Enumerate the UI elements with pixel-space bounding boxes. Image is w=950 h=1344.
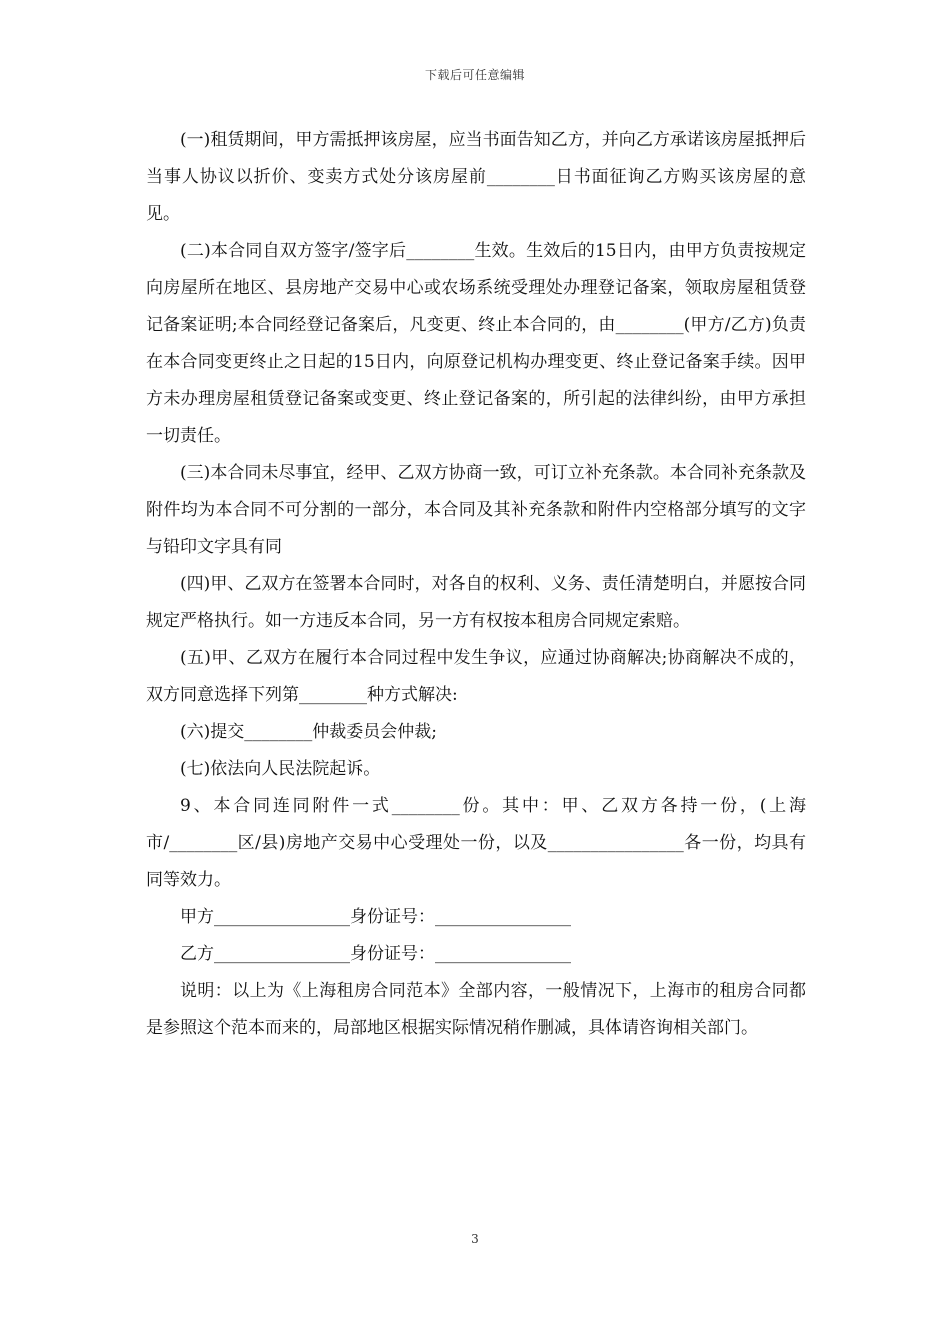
clause-5-paragraph: (五)甲、乙双方在履行本合同过程中发生争议，应通过协商解决;协商解决不成的，双方同意选择下列第________种方式解决: [146,648,806,705]
party-a-signature-line: 甲方________________身份证号：________________ [180,907,571,927]
clause-2-paragraph: (二)本合同自双方签字/签字后________生效。生效后的15日内，由甲方负责按规定向房屋所在地区、县房地产交易中心或农场系统受理处办理登记备案，领取房屋租赁登记备案证明;本合同经登记备案后，凡变更、终止本合同的，由________(甲方/乙方)负责在本合同变更终止之日起的15日内，向原登记机构办理变更、终止登记备案手续。因甲方未办理房屋租赁登记备案或变更、终止登记备案的，所引起的法律纠纷，由甲方承担一切责任。 [146,241,806,446]
clause-1-paragraph: (一)租赁期间，甲方需抵押该房屋，应当书面告知乙方，并向乙方承诺该房屋抵押后当事人协议以折价、变卖方式处分该房屋前________日书面征询乙方购买该房屋的意见。 [146,130,806,224]
page-number: 3 [471,1232,479,1246]
explanation-note: 说明：以上为《上海租房合同范本》全部内容，一般情况下，上海市的租房合同都是参照这个范本而来的，局部地区根据实际情况稍作删减，具体请咨询相关部门。 [146,981,806,1038]
clause-3-paragraph: (三)本合同未尽事宜，经甲、乙双方协商一致，可订立补充条款。本合同补充条款及附件均为本合同不可分割的一部分，本合同及其补充条款和附件内空格部分填写的文字与铅印文字具有同 [146,463,806,557]
clause-4-paragraph: (四)甲、乙双方在签署本合同时，对各自的权利、义务、责任清楚明白，并愿按合同规定严格执行。如一方违反本合同，另一方有权按本租房合同规定索赔。 [146,574,806,631]
page-header: 下载后可任意编辑 [424,68,525,82]
clause-6-paragraph: (六)提交________仲裁委员会仲裁; [180,722,437,742]
document-body [146,122,806,1047]
clause-7-paragraph: (七)依法向人民法院起诉。 [180,759,381,779]
party-b-signature-line: 乙方________________身份证号：________________ [180,944,571,964]
clause-9-paragraph: 9、本合同连同附件一式________份。其中：甲、乙双方各持一份，(上海市/________区/县)房地产交易中心受理处一份，以及________________各一份，均具有同等效力。 [146,796,806,890]
